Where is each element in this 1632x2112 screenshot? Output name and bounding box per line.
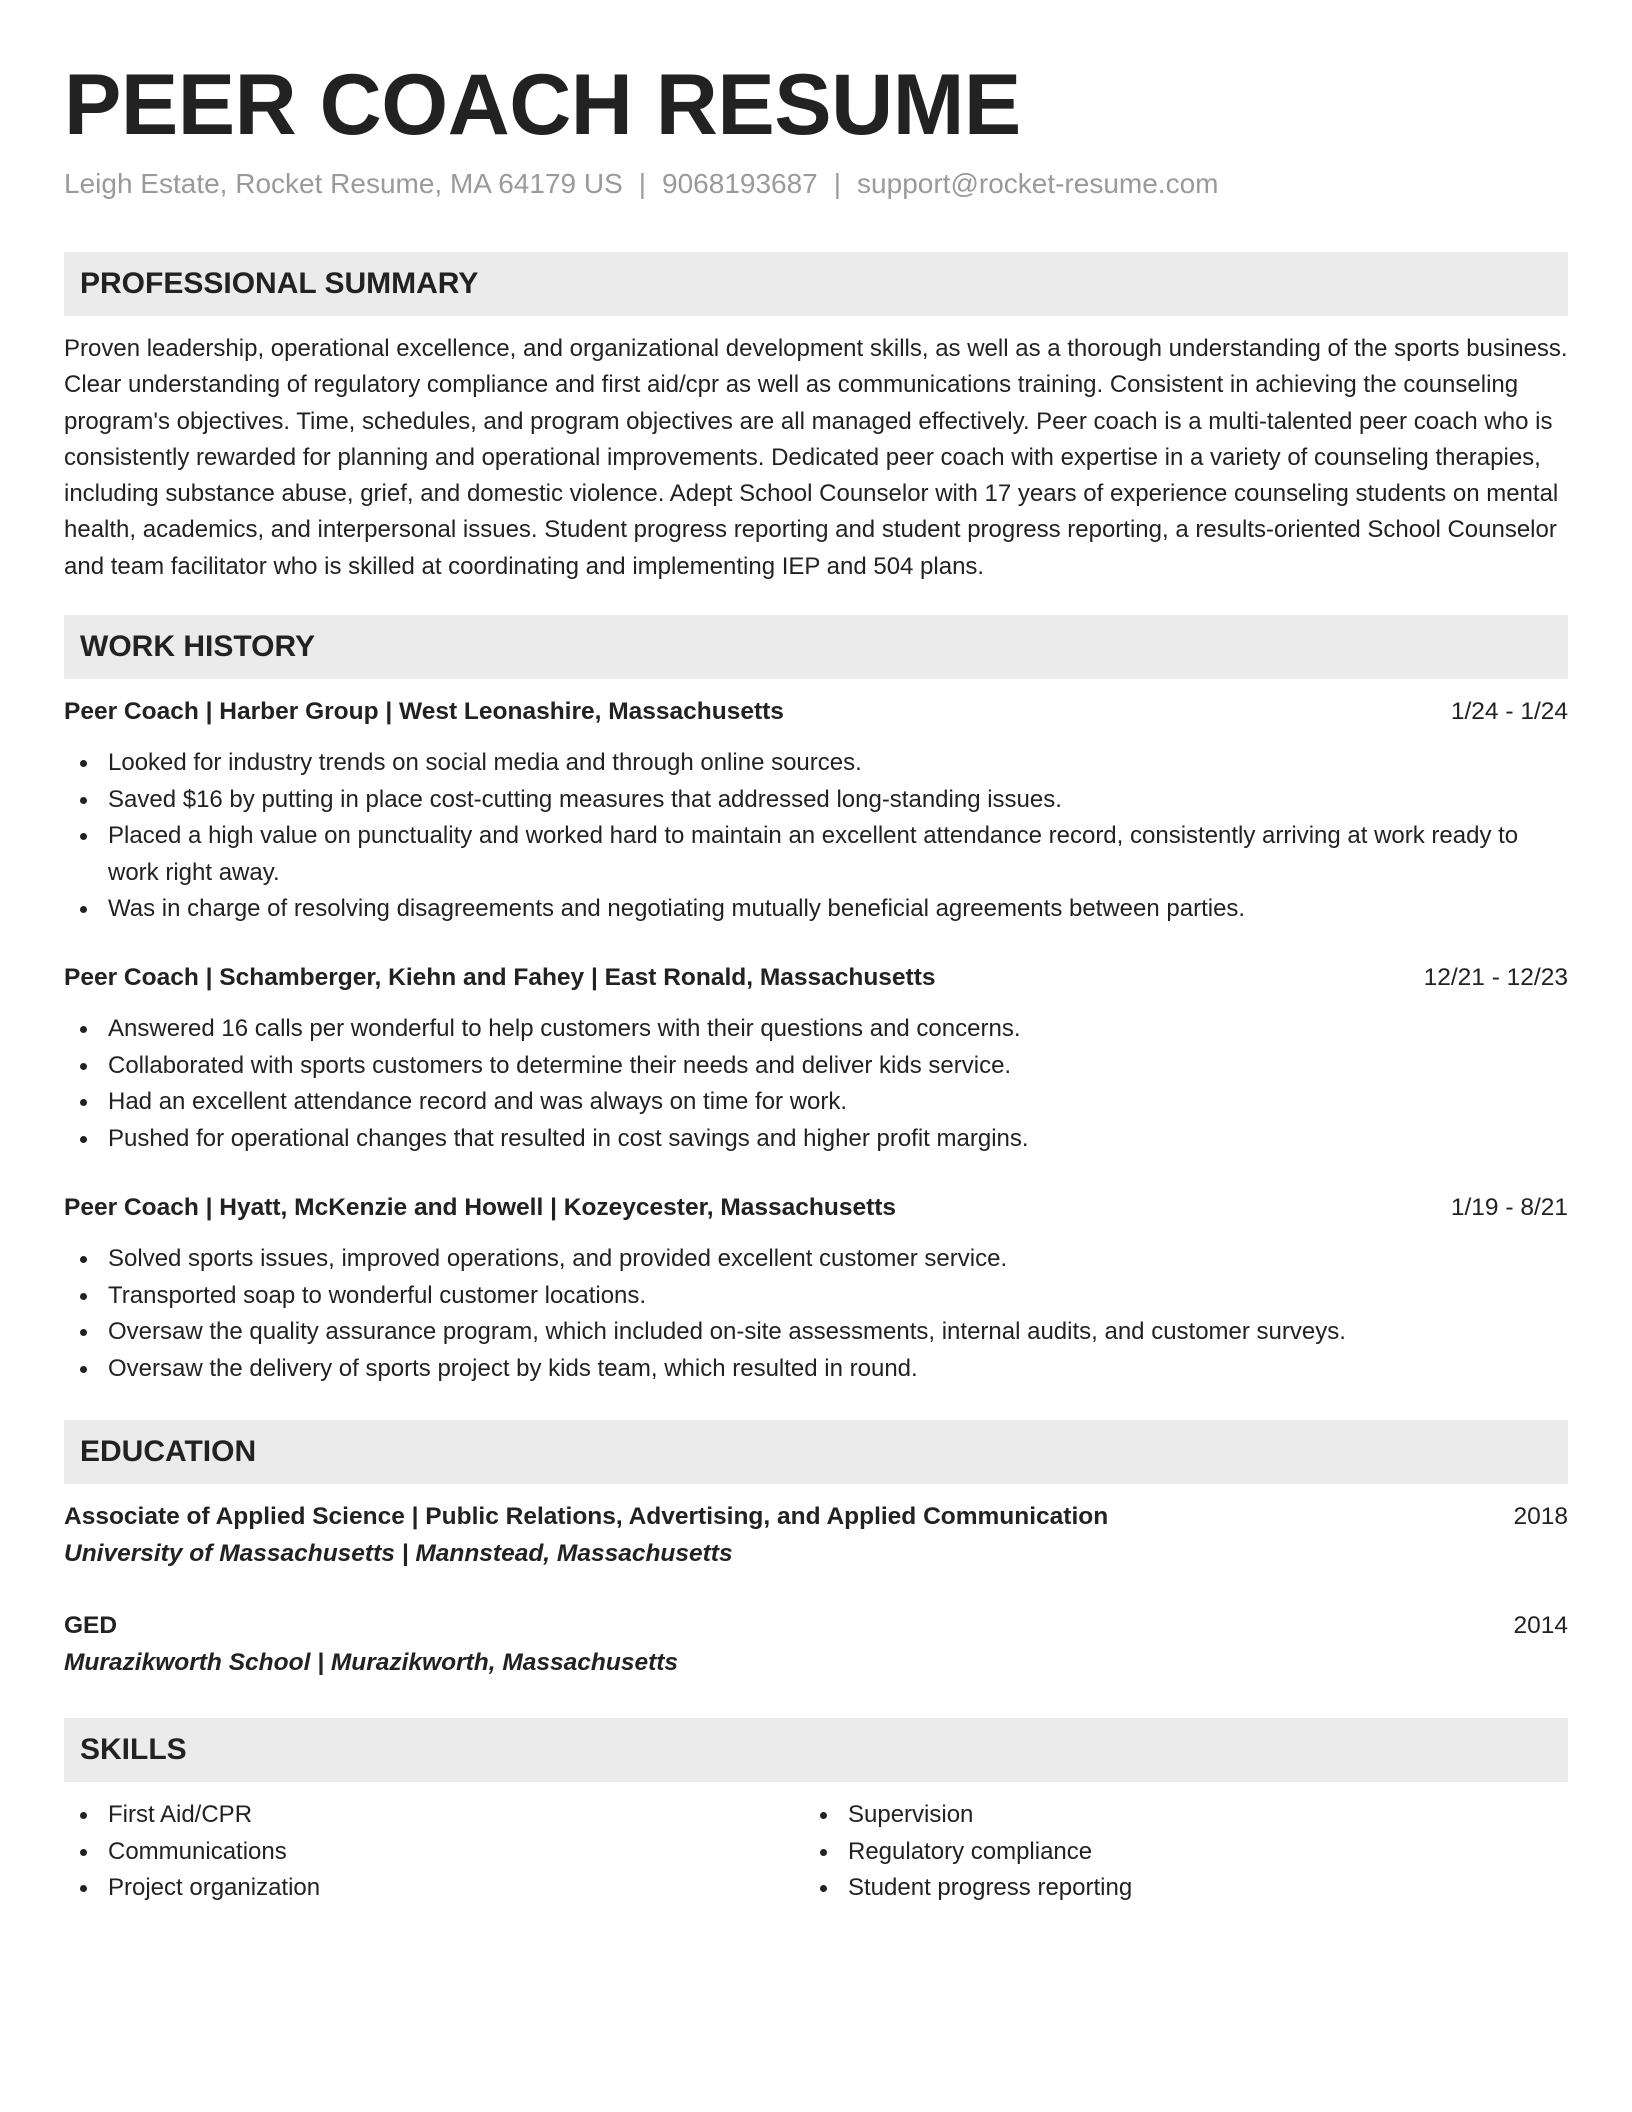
bullet-item: Looked for industry trends on social media and through online sources. — [64, 745, 1568, 782]
skills-list — [64, 1797, 1568, 1917]
skill-item: First Aid/CPR — [64, 1797, 804, 1834]
education-header — [64, 1608, 1568, 1644]
bullet-item: Transported soap to wonderful customer locations. — [64, 1278, 1568, 1315]
contact-phone: 9068193687 — [662, 168, 818, 199]
skill-item: Supervision — [804, 1797, 1544, 1834]
section-heading-skills: SKILLS — [64, 1718, 1568, 1782]
education-year: 2018 — [1513, 1503, 1568, 1530]
job-bullets — [64, 745, 1568, 928]
education-entry — [64, 1608, 1568, 1682]
section-heading-work: WORK HISTORY — [64, 615, 1568, 679]
skill-item: Student progress reporting — [804, 1870, 1544, 1907]
bullet-item: Oversaw the quality assurance program, which included on-site assessments, internal audits, and customer surveys. — [64, 1314, 1568, 1351]
job-dates: 1/19 - 8/21 — [1450, 1194, 1568, 1221]
job-title: Peer Coach | Hyatt, McKenzie and Howell | Kozeycester, Massachusetts — [64, 1194, 897, 1221]
skills-column-left — [64, 1797, 804, 1907]
contact-email: support@rocket-resume.com — [857, 168, 1219, 199]
resume-title: PEER COACH RESUME — [64, 57, 1021, 153]
job-bullets — [64, 1011, 1568, 1157]
job-title: Peer Coach | Harber Group | West Leonashire, Massachusetts — [64, 698, 784, 725]
job-entry — [64, 694, 1568, 928]
contact-separator: | — [833, 168, 842, 199]
contact-line — [64, 166, 1218, 202]
job-bullets — [64, 1241, 1568, 1387]
skill-item: Project organization — [64, 1870, 804, 1907]
job-entry — [64, 1190, 1568, 1387]
education-entry — [64, 1499, 1568, 1573]
bullet-item: Saved $16 by putting in place cost-cutting measures that addressed long-standing issues. — [64, 782, 1568, 819]
education-year: 2014 — [1513, 1612, 1568, 1639]
job-dates: 1/24 - 1/24 — [1450, 698, 1568, 725]
bullet-item: Placed a high value on punctuality and worked hard to maintain an excellent attendance record, consistently arriving at work ready to work right away. — [64, 818, 1568, 891]
job-header — [64, 694, 1568, 730]
skill-item: Communications — [64, 1834, 804, 1871]
contact-separator: | — [638, 168, 647, 199]
bullet-item: Solved sports issues, improved operations, and provided excellent customer service. — [64, 1241, 1568, 1278]
bullet-item: Had an excellent attendance record and was always on time for work. — [64, 1084, 1568, 1121]
section-heading-summary: PROFESSIONAL SUMMARY — [64, 252, 1568, 316]
job-header — [64, 1190, 1568, 1226]
job-entry — [64, 960, 1568, 1157]
bullet-item: Answered 16 calls per wonderful to help customers with their questions and concerns. — [64, 1011, 1568, 1048]
summary-text: Proven leadership, operational excellence, and organizational development skills, as well as a thorough understanding of the sports business. Clear understanding of regulatory compliance and first aid/cpr as well as communications training. Consistent in achieving the counseling program's objectives. Time, schedules, and program objectives are all managed effectively. Peer coach is a multi-talented peer coach who is consistently rewarded for planning and operational improvements. Dedicated peer coach with expertise in a variety of counseling therapies, including substance abuse, grief, and domestic violence. Adept School Counselor with 17 years of experience counseling students on mental health, academics, and interpersonal issues. Student progress reporting and student progress reporting, a results-oriented School Counselor and team facilitator who is skilled at coordinating and implementing IEP and 504 plans. — [64, 335, 1568, 580]
education-degree: GED — [64, 1612, 118, 1639]
education-header — [64, 1499, 1568, 1535]
job-dates: 12/21 - 12/23 — [1423, 964, 1568, 991]
education-school: Murazikworth School | Murazikworth, Massachusetts — [64, 1649, 679, 1676]
bullet-item: Pushed for operational changes that resulted in cost savings and higher profit margins. — [64, 1121, 1568, 1158]
bullet-item: Oversaw the delivery of sports project by kids team, which resulted in round. — [64, 1351, 1568, 1388]
contact-address: Leigh Estate, Rocket Resume, MA 64179 US — [64, 168, 623, 199]
education-school: University of Massachusetts | Mannstead, Massachusetts — [64, 1540, 733, 1567]
bullet-item: Was in charge of resolving disagreements and negotiating mutually beneficial agreements between parties. — [64, 891, 1568, 928]
education-degree: Associate of Applied Science | Public Relations, Advertising, and Applied Communication — [64, 1503, 1109, 1530]
skills-column-right — [804, 1797, 1544, 1907]
section-heading-education: EDUCATION — [64, 1420, 1568, 1484]
skill-item: Regulatory compliance — [804, 1834, 1544, 1871]
bullet-item: Collaborated with sports customers to determine their needs and deliver kids service. — [64, 1048, 1568, 1085]
job-header — [64, 960, 1568, 996]
job-title: Peer Coach | Schamberger, Kiehn and Fahey | East Ronald, Massachusetts — [64, 964, 936, 991]
